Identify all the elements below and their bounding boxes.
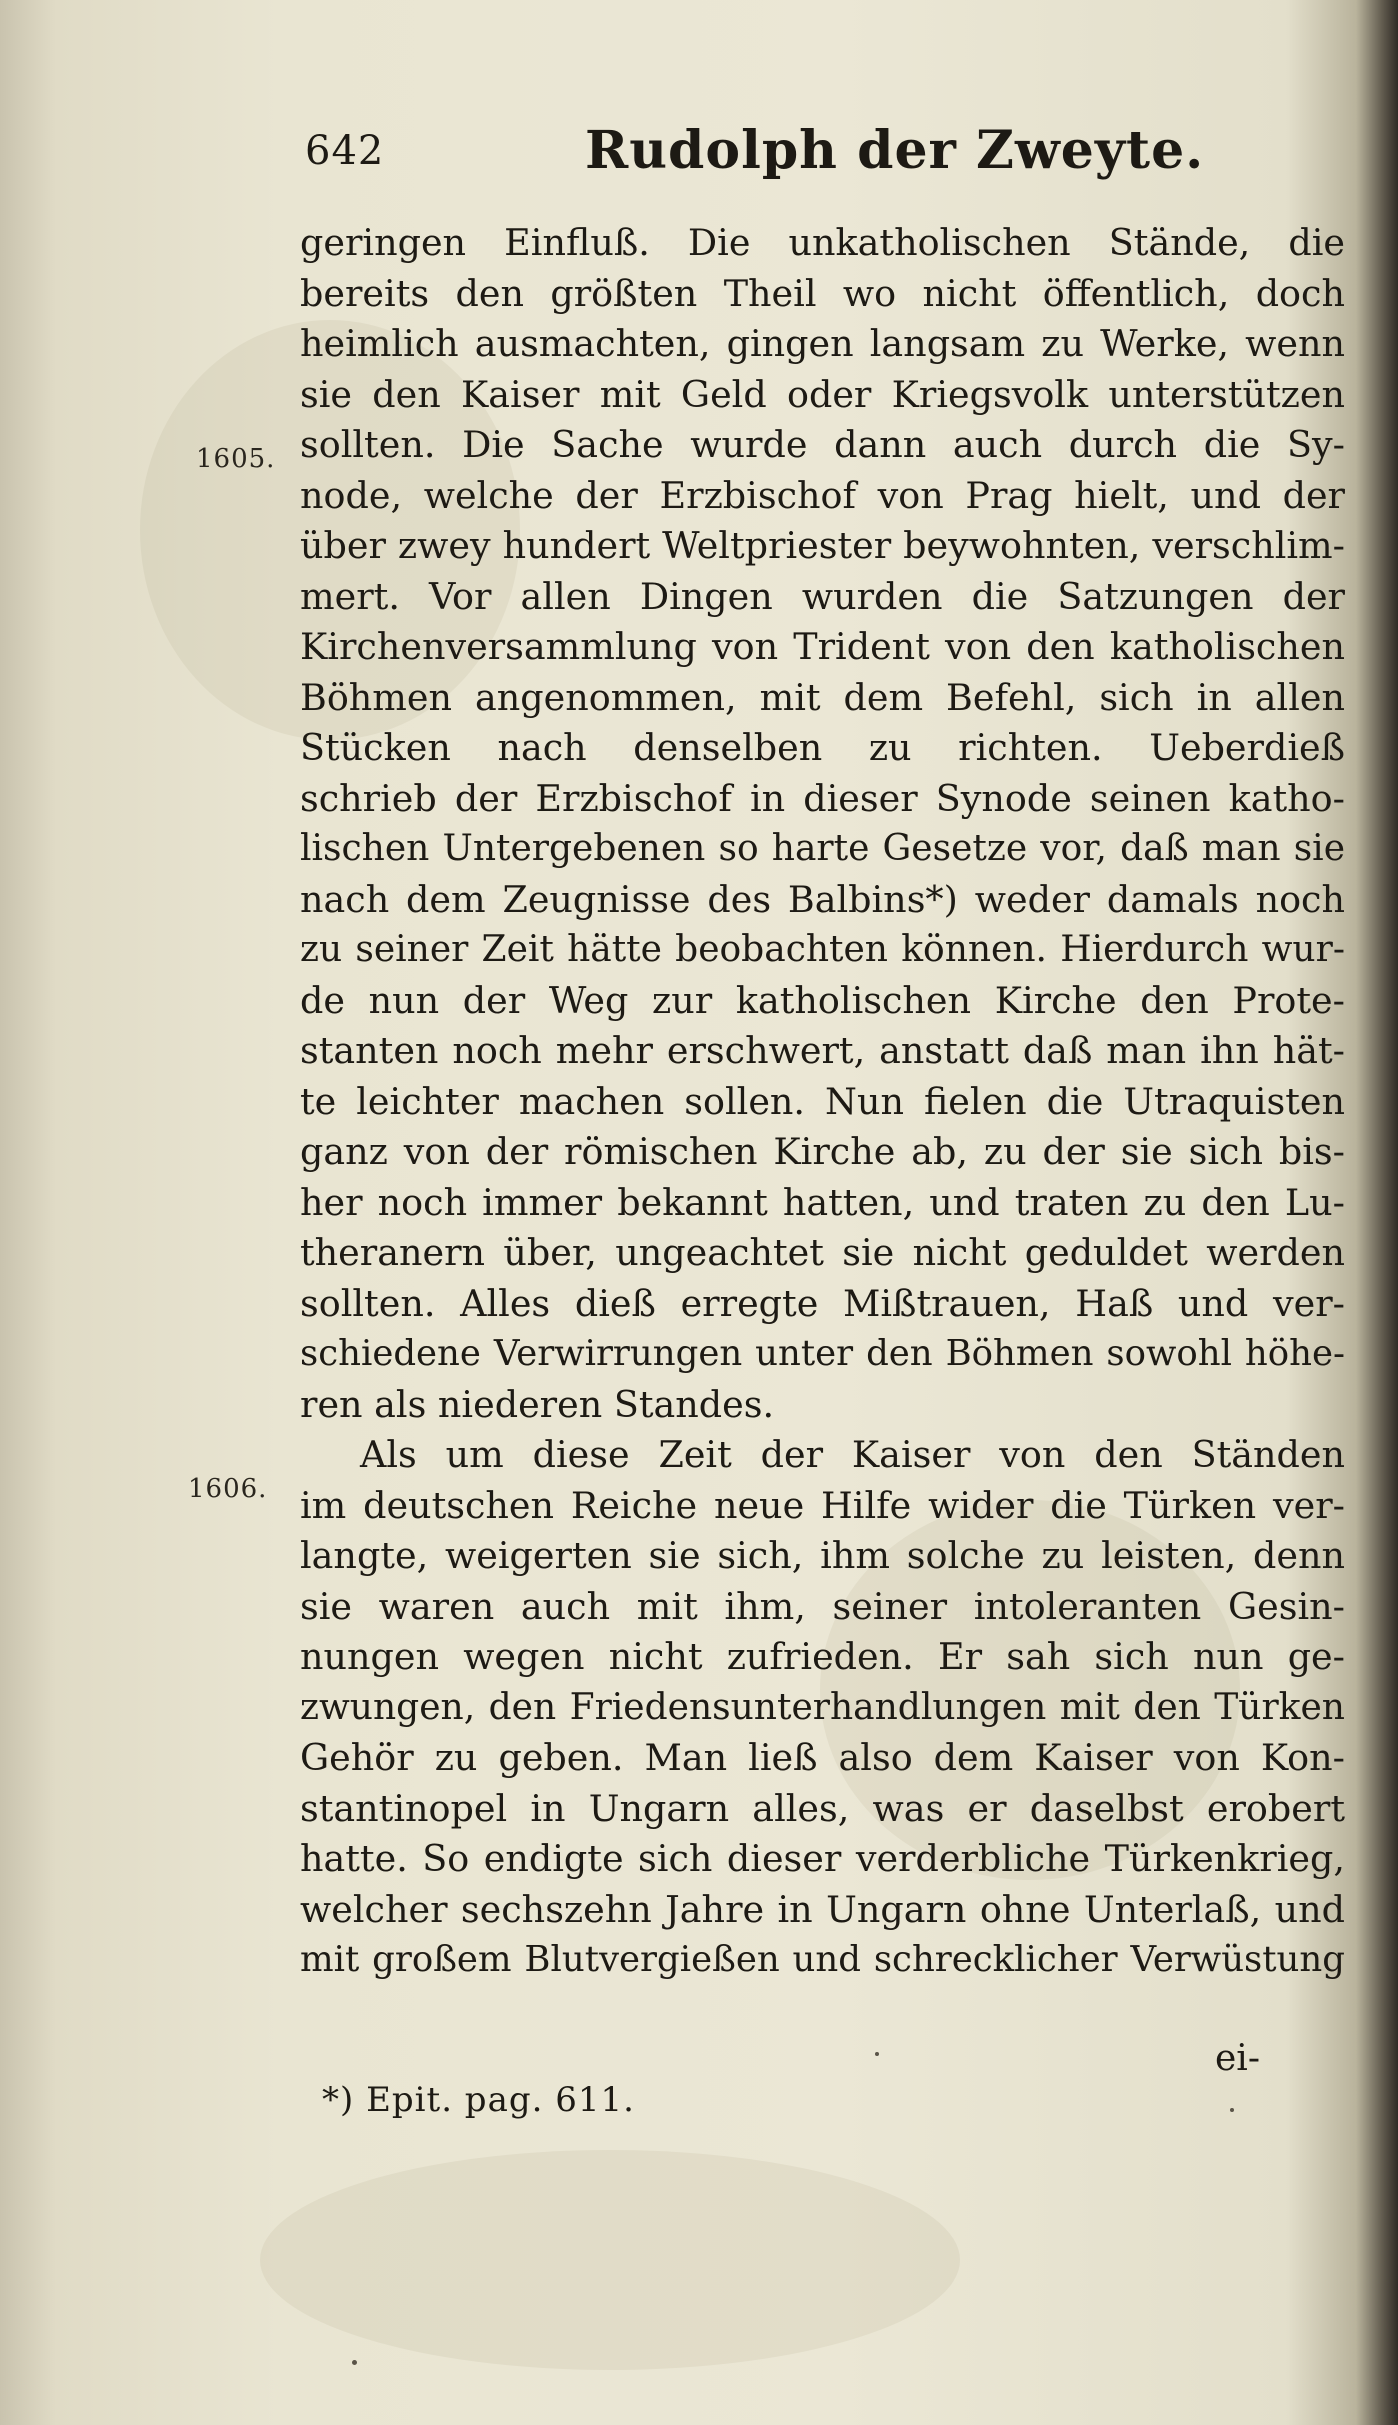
text-line: im deutschen Reiche neue Hilfe wider die Türken ver- bbox=[300, 1483, 1345, 1527]
text-line: stantinopel in Ungarn alles, was er daselbst erobert bbox=[300, 1786, 1345, 1830]
text-line: sollten. Die Sache wurde dann auch durch die Sy- bbox=[300, 423, 1345, 466]
paragraph-end-line: ren als niederen Standes. bbox=[300, 1382, 775, 1426]
margin-year-1605: 1605. bbox=[196, 444, 276, 474]
ink-speck bbox=[352, 2360, 357, 2365]
page-header bbox=[305, 120, 1295, 200]
text-line: sie waren auch mit ihm, seiner intoleranten Gesin- bbox=[300, 1584, 1345, 1628]
text-line: sollten. Alles dieß erregte Mißtrauen, Haß und ver- bbox=[300, 1281, 1345, 1325]
text-line: de nun der Weg zur katholischen Kirche den Prote- bbox=[300, 978, 1345, 1022]
text-line: Kirchenversammlung von Trident von den katholischen bbox=[300, 625, 1345, 668]
page-number: 642 bbox=[305, 128, 385, 174]
text-line: Gehör zu geben. Man ließ also dem Kaiser von Kon- bbox=[300, 1736, 1345, 1779]
text-line: Böhmen angenommen, mit dem Befehl, sich in allen bbox=[300, 675, 1345, 719]
text-line: Stücken nach denselben zu richten. Ueberdieß bbox=[300, 726, 1345, 769]
text-line: über zwey hundert Weltpriester beywohnten, verschlim- bbox=[300, 524, 1345, 567]
text-line: zwungen, den Friedensunterhandlungen mit den Türken bbox=[300, 1686, 1345, 1728]
catchword: ei- bbox=[1215, 2038, 1260, 2079]
body-text bbox=[300, 218, 1345, 1986]
ink-speck bbox=[1230, 2108, 1234, 2112]
text-line: te leichter machen sollen. Nun fielen die Utraquisten bbox=[300, 1079, 1345, 1123]
text-line: lischen Untergebenen so harte Gesetze vor, daß man sie bbox=[300, 828, 1345, 869]
text-line: nach dem Zeugnisse des Balbins*) weder damals noch bbox=[300, 877, 1345, 921]
text-line: schiedene Verwirrungen unter den Böhmen sowohl höhe- bbox=[300, 1333, 1345, 1374]
text-line: langte, weigerten sie sich, ihm solche zu leisten, denn bbox=[300, 1534, 1345, 1577]
text-line: her noch immer bekannt hatten, und traten zu den Lu- bbox=[300, 1180, 1345, 1224]
footnote: *) Epit. pag. 611. bbox=[322, 2080, 635, 2120]
text-line: schrieb der Erzbischof in dieser Synode seinen katho- bbox=[300, 776, 1345, 820]
paragraph-start-line: Als um diese Zeit der Kaiser von den Ständen bbox=[360, 1433, 1345, 1476]
paper-stain bbox=[260, 2150, 960, 2370]
text-line: welcher sechszehn Jahre in Ungarn ohne Unterlaß, und bbox=[300, 1887, 1345, 1931]
text-line: bereits den größten Theil wo nicht öffentlich, doch bbox=[300, 271, 1345, 315]
text-line: ganz von der römischen Kirche ab, zu der sie sich bis- bbox=[300, 1130, 1345, 1173]
text-line: nungen wegen nicht zufrieden. Er sah sich nun ge- bbox=[300, 1635, 1345, 1678]
ink-speck bbox=[875, 2052, 879, 2056]
text-line: hatte. So endigte sich dieser verderbliche Türkenkrieg, bbox=[300, 1837, 1345, 1880]
text-line: stanten noch mehr erschwert, anstatt daß man ihn hät- bbox=[300, 1029, 1345, 1072]
margin-year-1606: 1606. bbox=[188, 1474, 268, 1504]
text-line: node, welche der Erzbischof von Prag hielt, und der bbox=[300, 473, 1345, 517]
text-line: zu seiner Zeit hätte beobachten können. Hierdurch wur- bbox=[300, 929, 1345, 970]
text-line: sie den Kaiser mit Geld oder Kriegsvolk unterstützen bbox=[300, 372, 1345, 416]
text-line: mit großem Blutvergießen und schrecklicher Verwüstung bbox=[300, 1939, 1345, 1980]
running-head: Rudolph der Zweyte. bbox=[585, 120, 1205, 181]
text-line: mert. Vor allen Dingen wurden die Satzungen der bbox=[300, 574, 1345, 618]
text-line: heimlich ausmachten, gingen langsam zu Werke, wenn bbox=[300, 322, 1345, 365]
text-line: theranern über, ungeachtet sie nicht geduldet werden bbox=[300, 1231, 1345, 1274]
text-line: geringen Einfluß. Die unkatholischen Stände, die bbox=[300, 221, 1345, 264]
